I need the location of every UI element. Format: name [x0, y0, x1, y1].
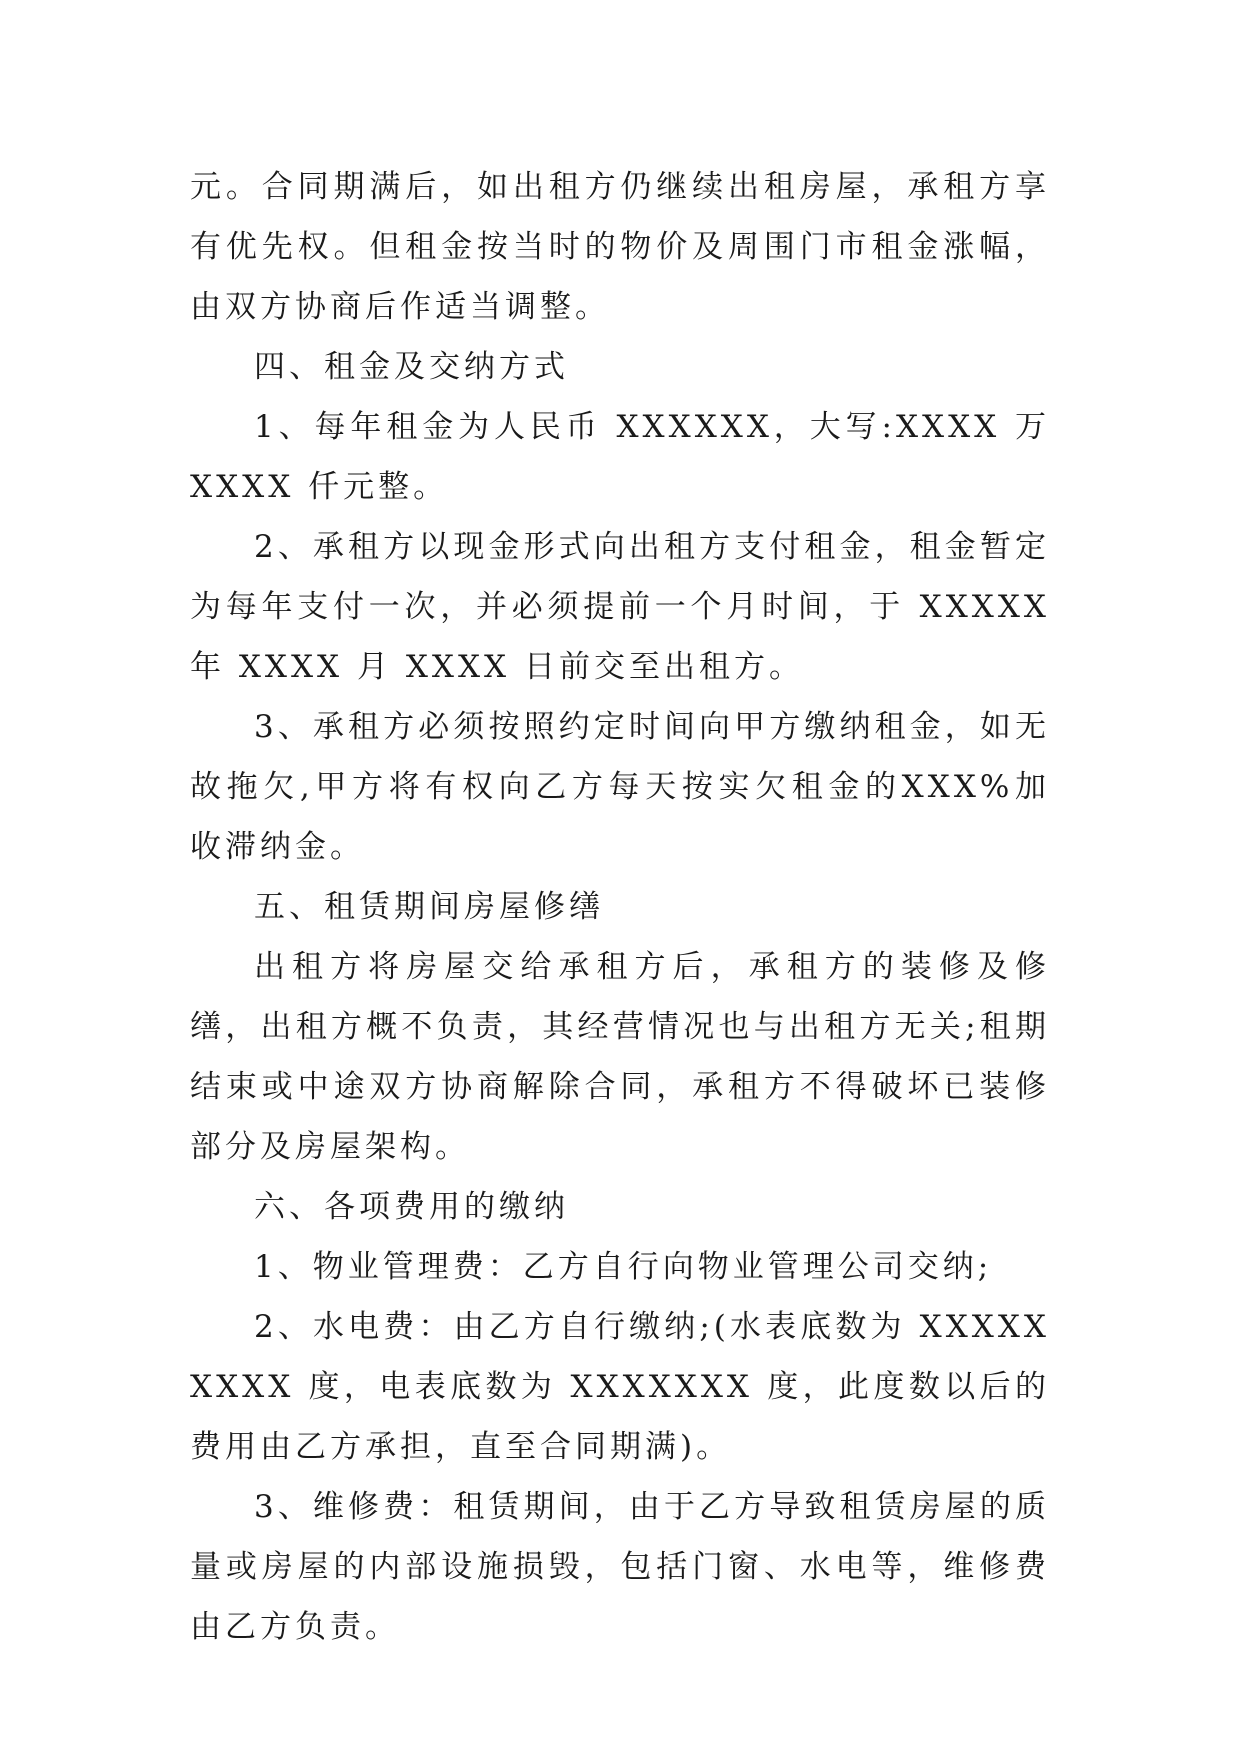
paragraph-late-fee: 3、承租方必须按照约定时间向甲方缴纳租金，如无故拖欠,甲方将有权向乙方每天按实欠租金的XXX%加收滞纳金。 [190, 709, 1050, 865]
paragraph-lease-renewal: 元。合同期满后，如出租方仍继续出租房屋，承租方享有优先权。但租金按当时的物价及周围门市租金涨幅，由双方协商后作适当调整。 [190, 169, 1050, 325]
section-heading-fees: 六、各项费用的缴纳 [254, 1189, 569, 1225]
section-heading-repairs: 五、租赁期间房屋修缮 [254, 889, 604, 925]
paragraph-payment-method: 2、承租方以现金形式向出租方支付租金，租金暂定为每年支付一次，并必须提前一个月时间，于 XXXXX 年 XXXX 月 XXXX 日前交至出租方。 [190, 529, 1050, 685]
paragraph-property-fee: 1、物业管理费：乙方自行向物业管理公司交纳; [254, 1249, 993, 1285]
paragraph-utilities: 2、水电费：由乙方自行缴纳;(水表底数为 XXXXXXXXX 度，电表底数为 XXXXXXX 度，此度数以后的费用由乙方承担，直至合同期满)。 [190, 1309, 1050, 1465]
paragraph-repairs: 出租方将房屋交给承租方后，承租方的装修及修缮，出租方概不负责，其经营情况也与出租方无关;租期结束或中途双方协商解除合同，承租方不得破坏已装修部分及房屋架构。 [190, 949, 1050, 1165]
section-heading-rent-payment: 四、租金及交纳方式 [254, 349, 569, 385]
paragraph-annual-rent: 1、每年租金为人民币 XXXXXX，大写:XXXX 万 XXXX 仟元整。 [190, 409, 1050, 505]
paragraph-maintenance: 3、维修费：租赁期间，由于乙方导致租赁房屋的质量或房屋的内部设施损毁，包括门窗、水电等，维修费由乙方负责。 [190, 1489, 1050, 1645]
document-body [190, 157, 1050, 1657]
